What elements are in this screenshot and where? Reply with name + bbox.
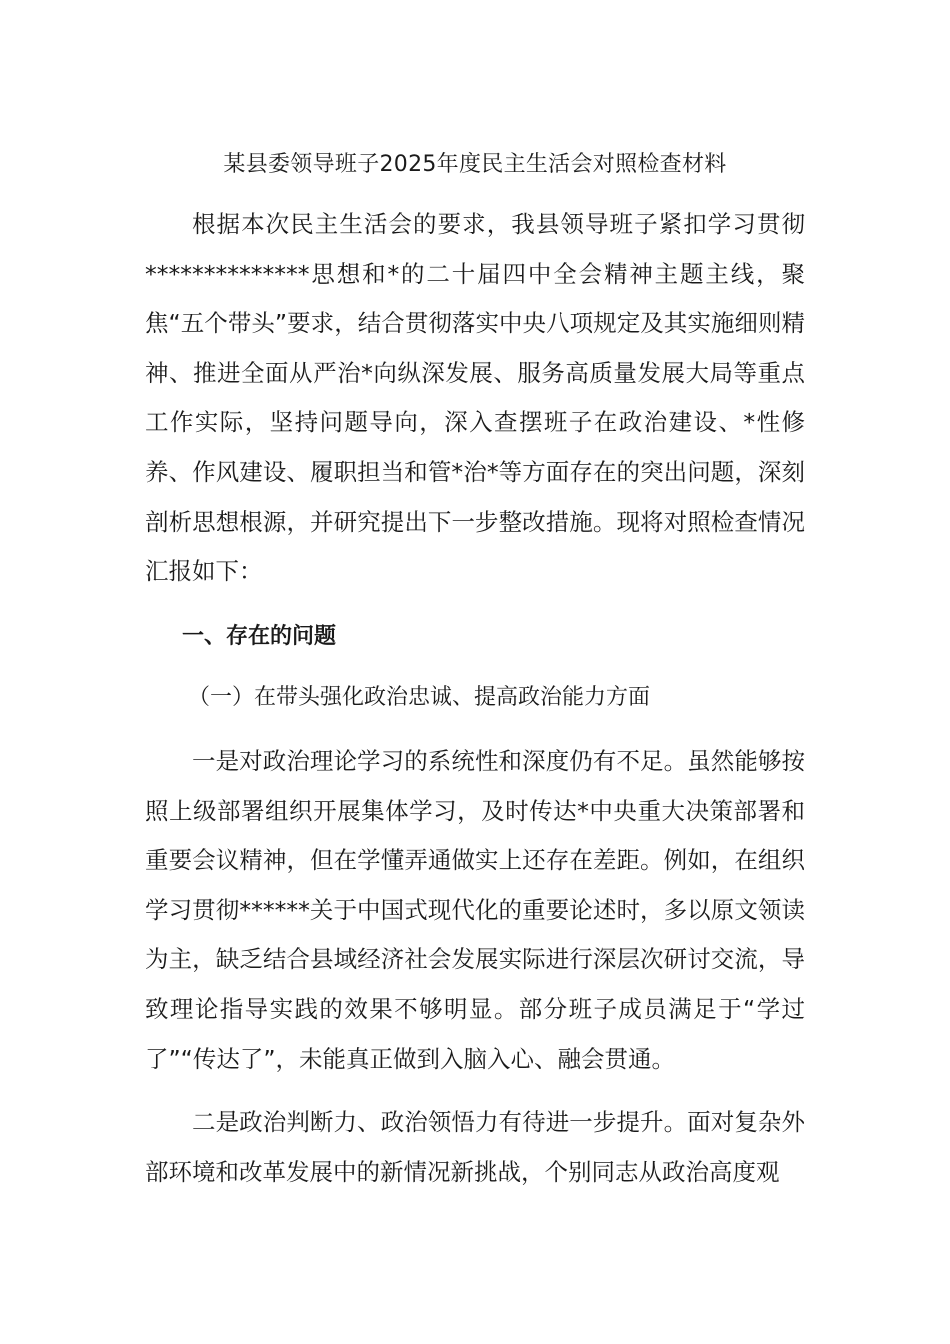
point-one-paragraph: 一是对政治理论学习的系统性和深度仍有不足。虽然能够按照上级部署组织开展集体学习，及时传达*中央重大决策部署和重要会议精神，但在学懂弄通做实上还存在差距。例如，在组织学习贯彻******关于中国式现代化的重要论述时，多以原文领读为主，缺乏结合县域经济社会发展实际进行深层次研讨交流，导致理论指导实践的效果不够明显。部分班子成员满足于“学过了”“传达了”，未能真正做到入脑入心、融会贯通。: [145, 747, 805, 1073]
section-heading-problems: 一、存在的问题: [182, 624, 337, 649]
point-two-paragraph: 二是政治判断力、政治领悟力有待进一步提升。面对复杂外部环境和改革发展中的新情况新挑战，个别同志从政治高度观: [145, 1108, 805, 1186]
intro-paragraph: 根据本次民主生活会的要求，我县领导班子紧扣学习贯彻**************思想和*的二十届四中全会精神主题主线，聚焦“五个带头”要求，结合贯彻落实中央八项规定及其实施细则精神、推进全面从严治*向纵深发展、服务高质量发展大局等重点工作实际，坚持问题导向，深入查摆班子在政治建设、*性修养、作风建设、履职担当和管*治*等方面存在的突出问题，深刻剖析思想根源，并研究提出下一步整改措施。现将对照检查情况汇报如下：: [145, 210, 805, 586]
document-title: 某县委领导班子2025年度民主生活会对照检查材料: [223, 152, 727, 177]
subsection-heading-political: （一）在带头强化政治忠诚、提高政治能力方面: [188, 685, 651, 710]
